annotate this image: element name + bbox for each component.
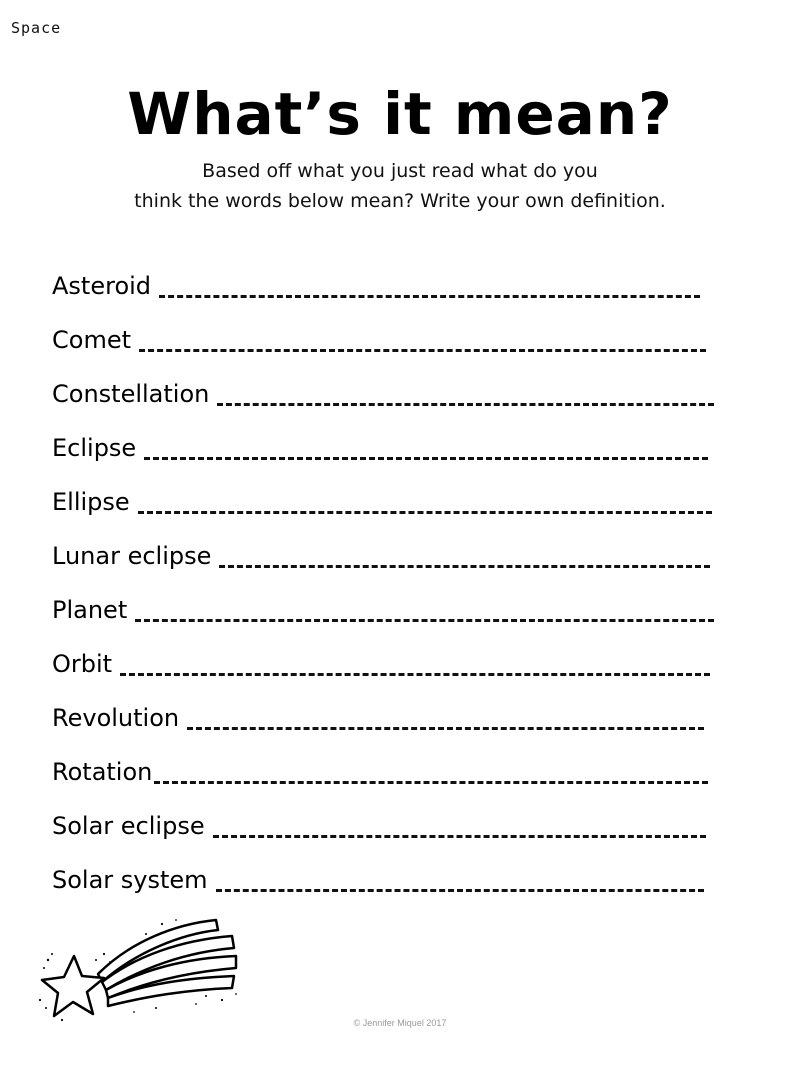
instructions xyxy=(0,156,800,216)
vocab-row-comet xyxy=(52,316,706,370)
instructions-line-1: Based off what you just read what do you xyxy=(202,160,598,182)
vocab-row-asteroid xyxy=(52,262,700,316)
vocab-row-rotation xyxy=(52,748,708,802)
subject-label: Space xyxy=(11,19,62,37)
vocab-row-lunar-eclipse xyxy=(52,532,710,586)
definition-line[interactable] xyxy=(144,455,708,460)
definition-line[interactable] xyxy=(217,401,714,406)
vocab-term: Constellation xyxy=(52,380,210,408)
vocab-term: Ellipse xyxy=(52,488,130,516)
vocab-row-eclipse xyxy=(52,424,708,478)
definition-line[interactable] xyxy=(216,887,704,892)
vocab-term: Solar system xyxy=(52,866,208,894)
vocab-row-orbit xyxy=(52,640,710,694)
vocab-term: Orbit xyxy=(52,650,113,678)
page-title: What’s it mean? xyxy=(127,80,673,148)
instructions-line-2: think the words below mean? Write your own definition. xyxy=(134,190,666,212)
vocab-term: Solar eclipse xyxy=(52,812,205,840)
vocab-term: Comet xyxy=(52,326,131,354)
shooting-star-icon xyxy=(36,916,248,1030)
vocab-row-revolution xyxy=(52,694,704,748)
definition-line[interactable] xyxy=(135,617,714,622)
vocab-term: Rotation xyxy=(52,758,153,786)
definition-line[interactable] xyxy=(159,293,700,298)
vocab-term: Revolution xyxy=(52,704,180,732)
definition-line[interactable] xyxy=(213,833,706,838)
vocab-term: Eclipse xyxy=(52,434,137,462)
vocab-term: Planet xyxy=(52,596,128,624)
definition-line[interactable] xyxy=(138,509,712,514)
definition-line[interactable] xyxy=(120,671,710,676)
vocab-row-solar-system xyxy=(52,856,704,910)
definition-line[interactable] xyxy=(154,779,708,784)
definition-line[interactable] xyxy=(219,563,710,568)
vocabulary-list xyxy=(52,262,716,910)
vocab-row-constellation xyxy=(52,370,714,424)
definition-line[interactable] xyxy=(187,725,704,730)
vocab-row-planet xyxy=(52,586,714,640)
copyright-notice: © Jennifer Miquel 2017 xyxy=(353,1018,447,1028)
vocab-term: Asteroid xyxy=(52,272,152,300)
definition-line[interactable] xyxy=(139,347,706,352)
vocab-row-solar-eclipse xyxy=(52,802,706,856)
vocab-row-ellipse xyxy=(52,478,712,532)
vocab-term: Lunar eclipse xyxy=(52,542,212,570)
